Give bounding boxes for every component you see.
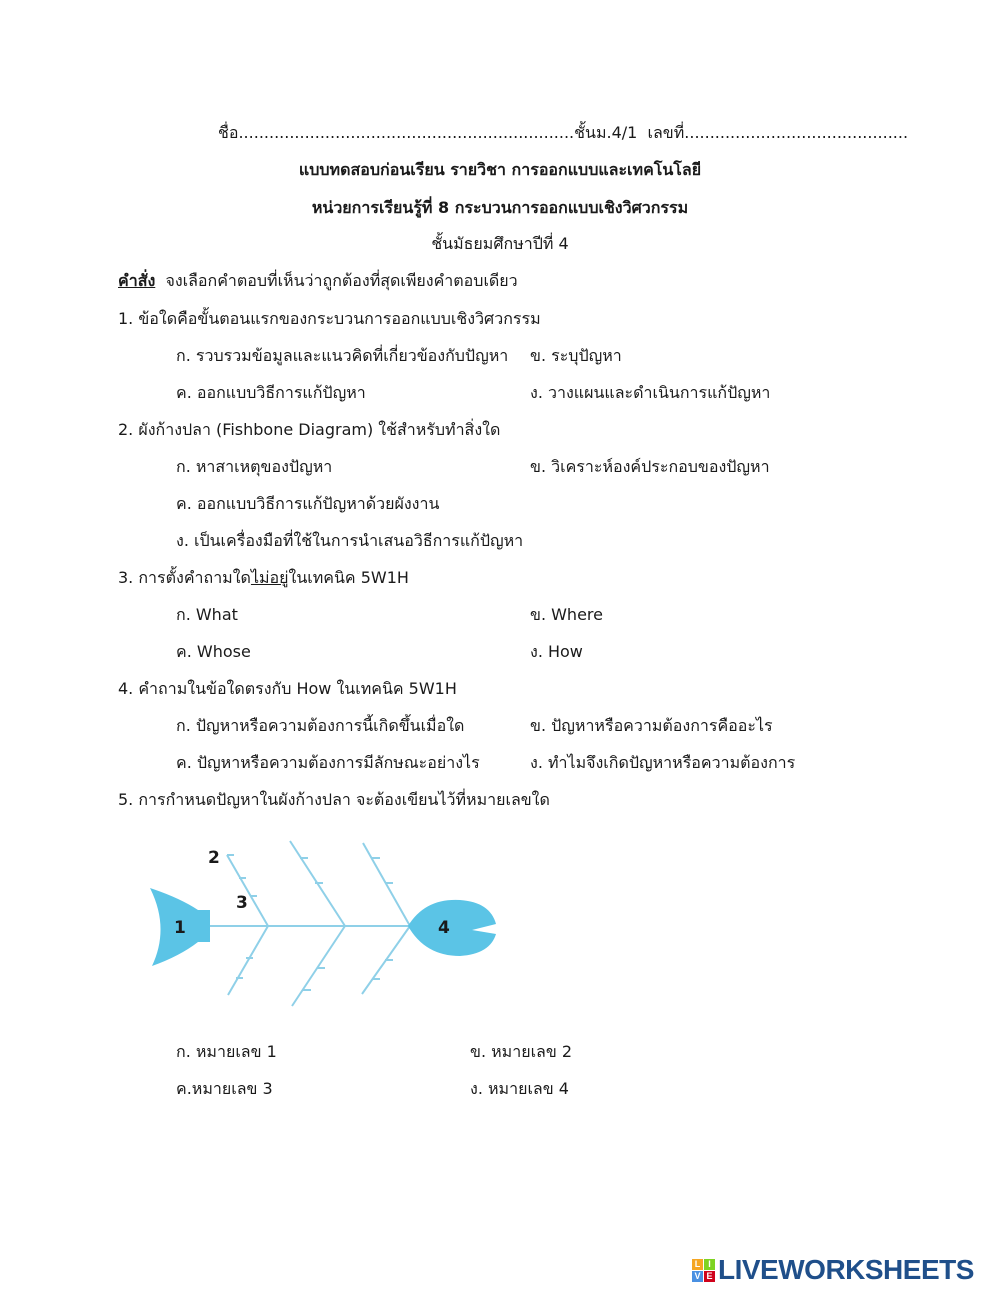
choice-2c[interactable]: ค. ออกแบบวิธีการแก้ปัญหาด้วยผังงาน	[176, 494, 440, 513]
class-label: ชั้นม.4/1	[574, 123, 638, 142]
logo-mark-letter: V	[692, 1271, 703, 1282]
choice-3c[interactable]: ค. Whose	[176, 642, 251, 661]
fishbone-diagram	[140, 838, 510, 1018]
question-5: 5. การกำหนดปัญหาในผังก้างปลา จะต้องเขียนไว้ที่หมายเลขใด	[118, 790, 550, 809]
logo-mark-icon	[692, 1259, 715, 1282]
choice-2d[interactable]: ง. เป็นเครื่องมือที่ใช้ในการนำเสนอวิธีการแก้ปัญหา	[176, 531, 524, 550]
bone-upper-1	[227, 855, 268, 926]
logo-text: LIVEWORKSHEETS	[718, 1254, 974, 1285]
diagram-label-2: 2	[208, 848, 220, 868]
bone-upper-3	[363, 843, 410, 926]
bone-lower-2	[292, 926, 345, 1006]
bone-lower-1	[228, 926, 268, 995]
logo-mark-letter: E	[704, 1271, 715, 1282]
question-3-underlined: ไม่อยู่	[250, 568, 289, 587]
name-blank[interactable]: ..................................................................	[238, 123, 575, 142]
fish-head	[408, 900, 496, 956]
choice-5c[interactable]: ค.หมายเลข 3	[176, 1079, 273, 1098]
worksheet-title: แบบทดสอบก่อนเรียน รายวิชา การออกแบบและเทคโนโลยี	[298, 160, 702, 179]
choice-4a[interactable]: ก. ปัญหาหรือความต้องการนี้เกิดขึ้นเมื่อใด	[176, 716, 465, 735]
choice-3a[interactable]: ก. What	[176, 605, 238, 624]
choice-2b[interactable]: ข. วิเคราะห์องค์ประกอบของปัญหา	[530, 457, 770, 476]
logo-mark-letter: I	[704, 1259, 715, 1270]
choice-3d[interactable]: ง. How	[530, 642, 583, 661]
choice-5b[interactable]: ข. หมายเลข 2	[470, 1042, 573, 1061]
fishbone-bones	[210, 841, 412, 1006]
choice-2a[interactable]: ก. หาสาเหตุของปัญหา	[176, 457, 333, 476]
instruction-label: คำสั่ง	[118, 271, 156, 290]
diagram-label-3: 3	[236, 893, 248, 913]
question-3-text-end: ในเทคนิค 5W1H	[288, 568, 409, 587]
question-3-text-start: 3. การตั้งคำถามใด	[118, 568, 251, 587]
choice-1b[interactable]: ข. ระบุปัญหา	[530, 346, 622, 365]
choice-5d[interactable]: ง. หมายเลข 4	[470, 1079, 569, 1098]
question-3	[118, 567, 409, 589]
choice-4d[interactable]: ง. ทำไมจึงเกิดปัญหาหรือความต้องการ	[530, 753, 796, 772]
number-label: เลขที่	[647, 123, 685, 142]
choice-3b[interactable]: ข. Where	[530, 605, 603, 624]
student-info-line	[218, 122, 908, 144]
unit-title: หน่วยการเรียนรู้ที่ 8 กระบวนการออกแบบเชิงวิศวกรรม	[311, 198, 689, 217]
question-4: 4. คำถามในข้อใดตรงกับ How ในเทคนิค 5W1H	[118, 679, 457, 698]
instruction-text: จงเลือกคำตอบที่เห็นว่าถูกต้องที่สุดเพียงคำตอบเดียว	[165, 271, 518, 290]
question-2: 2. ผังก้างปลา (Fishbone Diagram) ใช้สำหรับทำสิ่งใด	[118, 420, 501, 439]
grade-label: ชั้นมัธยมศึกษาปีที่ 4	[431, 234, 569, 253]
diagram-label-1: 1	[174, 918, 186, 938]
number-blank[interactable]: ............................................	[684, 123, 909, 142]
logo-mark-letter: L	[692, 1259, 703, 1270]
name-label: ชื่อ	[218, 123, 239, 142]
choice-1d[interactable]: ง. วางแผนและดำเนินการแก้ปัญหา	[530, 383, 771, 402]
diagram-label-4: 4	[438, 918, 450, 938]
liveworksheets-logo[interactable]	[692, 1255, 974, 1285]
question-1: 1. ข้อใดคือขั้นตอนแรกของกระบวนการออกแบบเชิงวิศวกรรม	[118, 309, 541, 328]
choice-1c[interactable]: ค. ออกแบบวิธีการแก้ปัญหา	[176, 383, 366, 402]
choice-4c[interactable]: ค. ปัญหาหรือความต้องการมีลักษณะอย่างไร	[176, 753, 480, 772]
instruction	[118, 270, 518, 292]
choice-1a[interactable]: ก. รวบรวมข้อมูลและแนวคิดที่เกี่ยวข้องกับปัญหา	[176, 346, 509, 365]
choice-5a[interactable]: ก. หมายเลข 1	[176, 1042, 277, 1061]
choice-4b[interactable]: ข. ปัญหาหรือความต้องการคืออะไร	[530, 716, 773, 735]
